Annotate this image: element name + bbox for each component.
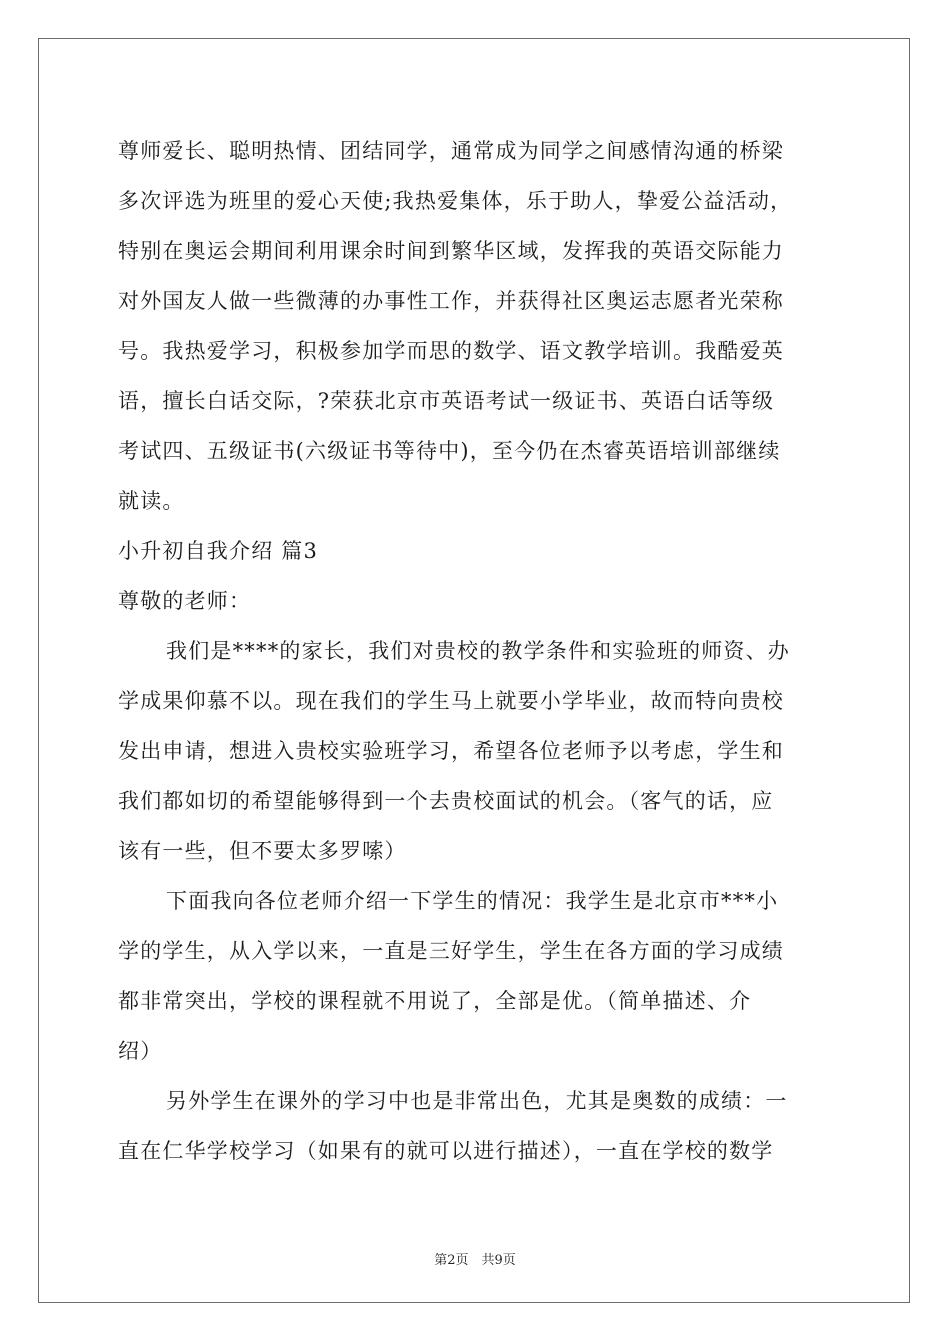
paragraph-start: 我们是****的家长，我们对贵校的教学条件和实验班的师资、办 [166, 639, 790, 663]
page-number: 第2页 共9页 [434, 1253, 516, 1268]
text-line: 学的学生，从入学以来，一直是三好学生，学生在各方面的学习成绩 [118, 939, 784, 963]
text-line: 号。我热爱学习，积极参加学而思的数学、语文教学培训。我酷爱英 [118, 339, 784, 363]
salutation: 尊敬的老师： [118, 589, 252, 613]
text-line: 学成果仰慕不以。现在我们的学生马上就要小学毕业，故而特向贵校 [118, 689, 784, 713]
text-line: 就读。 [118, 489, 185, 513]
text-line: 绍） [118, 1039, 163, 1063]
text-line: 发出申请，想进入贵校实验班学习，希望各位老师予以考虑，学生和 [118, 739, 784, 763]
text-line: 尊师爱长、聪明热情、团结同学，通常成为同学之间感情沟通的桥梁 [118, 139, 784, 163]
text-line: 都非常突出，学校的课程就不用说了，全部是优。（简单描述、介 [118, 989, 752, 1013]
section-heading: 小升初自我介绍 篇3 [118, 539, 319, 563]
text-line: 特别在奥运会期间利用课余时间到繁华区域，发挥我的英语交际能力 [118, 239, 784, 263]
text-line: 该有一些，但不要太多罗嗦） [118, 839, 407, 863]
paragraph-start: 另外学生在课外的学习中也是非常出色，尤其是奥数的成绩：一 [166, 1089, 788, 1113]
text-line: 考试四、五级证书(六级证书等待中)，至今仍在杰睿英语培训部继续 [118, 439, 781, 463]
text-line: 对外国友人做一些微薄的办事性工作，并获得社区奥运志愿者光荣称 [118, 289, 784, 313]
text-line: 语，擅长白话交际，?荣获北京市英语考试一级证书、英语白话等级 [118, 389, 775, 413]
text-line: 我们都如切的希望能够得到一个去贵校面试的机会。（客气的话，应 [118, 789, 774, 813]
document-body [118, 126, 838, 1176]
text-line: 直在仁华学校学习（如果有的就可以进行描述），一直在学校的数学 [118, 1139, 774, 1163]
paragraph-start: 下面我向各位老师介绍一下学生的情况：我学生是北京市***小 [166, 889, 779, 913]
text-line: 多次评选为班里的爱心天使;我热爱集体，乐于助人，挚爱公益活动， [118, 189, 793, 213]
